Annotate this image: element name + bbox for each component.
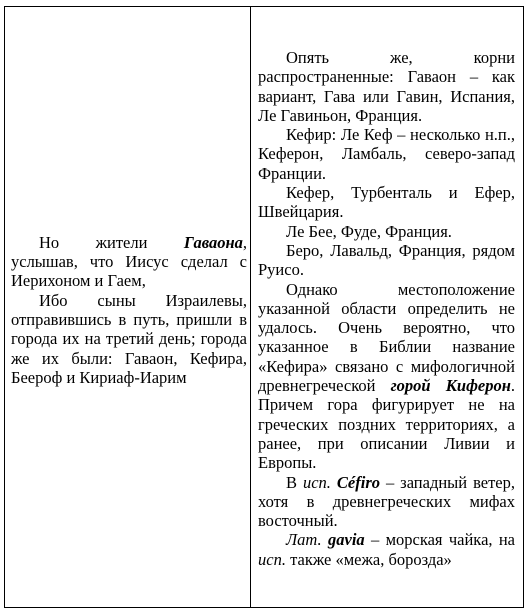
right-paragraph-3: Кефер, Турбенталь и Ефер, Швейцария. — [258, 183, 515, 222]
text-run: – морская чайка, на — [364, 530, 515, 550]
abbr-lat: Лат. — [286, 530, 322, 550]
left-paragraph-2: Ибо сыны Израилевы, отправившись в путь, пришли в города их на третий день; города же их были: Гаваон, Кефира, Беероф и Кириаф-Иарим — [11, 290, 247, 387]
text-run: Но жители — [39, 232, 184, 252]
emphasis-kiferon: горой Киферон — [390, 376, 511, 396]
emphasis-gavia: gavia — [328, 530, 365, 550]
left-column — [5, 7, 251, 607]
right-paragraph-4: Ле Бее, Фуде, Франция. — [286, 221, 452, 241]
text-run: , услышав, что Иисус сделал с Иерихоном и Гаем, — [11, 232, 247, 291]
right-paragraph-8 — [258, 530, 515, 569]
abbr-isp: исп. — [258, 549, 286, 569]
right-paragraph-2: Кефир: Ле Кеф – несколько н.п., Кеферон, Ламбаль, северо-запад Франции. — [258, 125, 515, 183]
text-run: Однако местоположение указанной области определить не удалось. Очень вероятно, что указанное в Библии название «Кефира» связано с мифологичной древнегреческой — [258, 279, 515, 396]
text-table — [4, 6, 524, 608]
text-run: – западный ветер, хотя в древнегреческих мифах восточный. — [258, 472, 515, 531]
left-text-block — [11, 233, 247, 387]
right-paragraph-1: Опять же, корни распространенные: Гаваон – как вариант, Гава или Гавин, Испания, Ле Гавиньон, Франция. — [258, 48, 515, 125]
right-paragraph-7 — [258, 473, 515, 531]
right-paragraph-5: Беро, Лавальд, Франция, рядом Руисо. — [258, 240, 515, 280]
emphasis-cefiro: Céfiro — [336, 472, 380, 492]
right-paragraph-6 — [258, 280, 515, 473]
emphasis-gavaon: Гаваона — [183, 232, 243, 252]
text-run: . Причем гора фигурирует не на греческих поздних территориях, а ранее, при описании Ливии и Европы. — [258, 376, 515, 473]
text-run: В — [286, 472, 303, 492]
right-column — [251, 7, 523, 607]
text-run: также «межа, борозда» — [285, 549, 452, 569]
left-paragraph-1 — [11, 233, 247, 291]
abbr-isp: исп. — [302, 472, 331, 492]
